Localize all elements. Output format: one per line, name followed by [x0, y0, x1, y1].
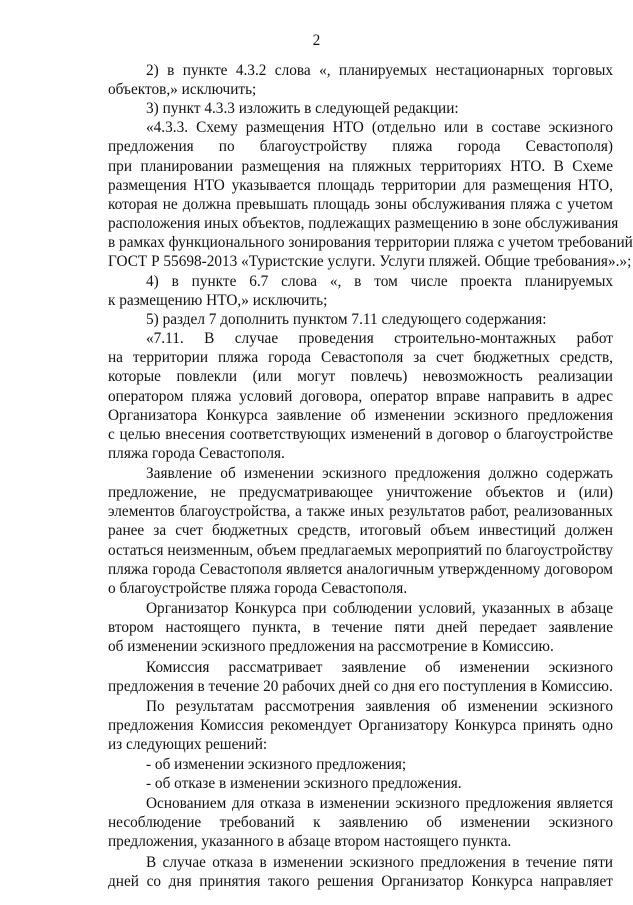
- text-line: предложения, указанного в абзаце втором настоящего пункта.: [108, 833, 512, 851]
- text-line: 2) в пункте 4.3.2 слова «, планируемых нестационарных торговых: [146, 62, 613, 79]
- text-line: - об отказе в изменении эскизного предложения.: [146, 774, 462, 792]
- text-line: предложения по благоустройству пляжа города Севастополя): [108, 138, 613, 156]
- text-line: Заявление об изменении эскизного предложения должно содержать: [146, 465, 613, 483]
- text-line: В случае отказа в изменении эскизного предложения в течение пяти: [146, 853, 613, 871]
- text-line: размещения НТО указывается площадь территории для размещения НТО,: [108, 176, 613, 194]
- text-line: Организатор Конкурса при соблюдении условий, указанных в абзаце: [146, 600, 613, 617]
- text-line: к размещению НТО,» исключить;: [108, 291, 328, 309]
- text-line: - об изменении эскизного предложения;: [146, 755, 407, 773]
- text-line: объектов,» исключить;: [108, 81, 257, 99]
- text-line: в рамках функционального зонирования территории пляжа с учетом требований: [108, 233, 633, 251]
- text-line: с целью внесения соответствующих изменений в договор о благоустройстве: [108, 425, 613, 443]
- text-line: о благоустройстве пляжа города Севастополя.: [108, 579, 408, 597]
- text-line: при планировании размещения на пляжных территориях НТО. В Схеме: [108, 157, 613, 175]
- text-line: ранее за счет бюджетных средств, итоговый объем инвестиций должен: [108, 522, 613, 540]
- text-line: предложение, не предусматривающее уничтожение объектов и (или): [108, 484, 613, 502]
- text-line: По результатам рассмотрения заявления об изменении эскизного: [146, 697, 613, 715]
- text-line: несоблюдение требований к заявлению об изменении эскизного: [108, 814, 613, 832]
- text-line: дней со дня принятия такого решения Организатор Конкурса направляет: [108, 872, 613, 890]
- text-line: пляжа города Севастополя является аналогичным утвержденному договором: [108, 560, 613, 578]
- text-line: Основанием для отказа в изменении эскизного предложения является: [146, 795, 613, 813]
- text-line: Комиссия рассматривает заявление об изменении эскизного: [146, 658, 613, 676]
- text-line: остаться неизменным, объем предлагаемых мероприятий по благоустройству: [108, 541, 613, 559]
- text-line: «4.3.3. Схему размещения НТО (отдельно или в составе эскизного: [146, 119, 613, 137]
- text-line: 4) в пункте 6.7 слова «, в том числе проекта планируемых: [146, 272, 613, 290]
- text-line: на территории пляжа города Севастополя за счет бюджетных средств,: [108, 349, 613, 367]
- text-line: элементов благоустройства, а также иных результатов работ, реализованных: [108, 503, 613, 521]
- text-line: «7.11. В случае проведения строительно-монтажных работ: [146, 330, 613, 348]
- text-line: пляжа города Севастополя.: [108, 444, 285, 462]
- text-line: об изменении эскизного предложения на рассмотрение в Комиссию.: [108, 638, 554, 656]
- text-line: 5) раздел 7 дополнить пунктом 7.11 следующего содержания:: [146, 310, 547, 328]
- text-line: 3) пункт 4.3.3 изложить в следующей редакции:: [146, 100, 459, 118]
- text-line: предложения в течение 20 рабочих дней со дня его поступления в Комиссию.: [108, 677, 613, 695]
- text-line: которая не должна превышать площадь зоны обслуживания пляжа с учетом: [108, 195, 613, 213]
- text-line: оператором пляжа условий договора, оператор вправе направить в адрес: [108, 387, 613, 405]
- page-number: 2: [312, 32, 321, 49]
- text-line: ГОСТ Р 55698-2013 «Туристские услуги. Услуги пляжей. Общие требования».»;: [108, 253, 632, 270]
- text-line: расположения иных объектов, подлежащих размещению в зоне обслуживания: [108, 214, 619, 232]
- text-line: Организатора Конкурса заявление об изменении эскизного предложения: [108, 406, 613, 424]
- text-line: предложения Комиссия рекомендует Организатору Конкурса принять одно: [108, 717, 613, 734]
- text-line: втором настоящего пункта, в течение пяти дней передает заявление: [108, 619, 613, 637]
- text-line: которые повлекли (или могут повлечь) невозможность реализации: [108, 368, 613, 386]
- text-line: из следующих решений:: [108, 736, 268, 754]
